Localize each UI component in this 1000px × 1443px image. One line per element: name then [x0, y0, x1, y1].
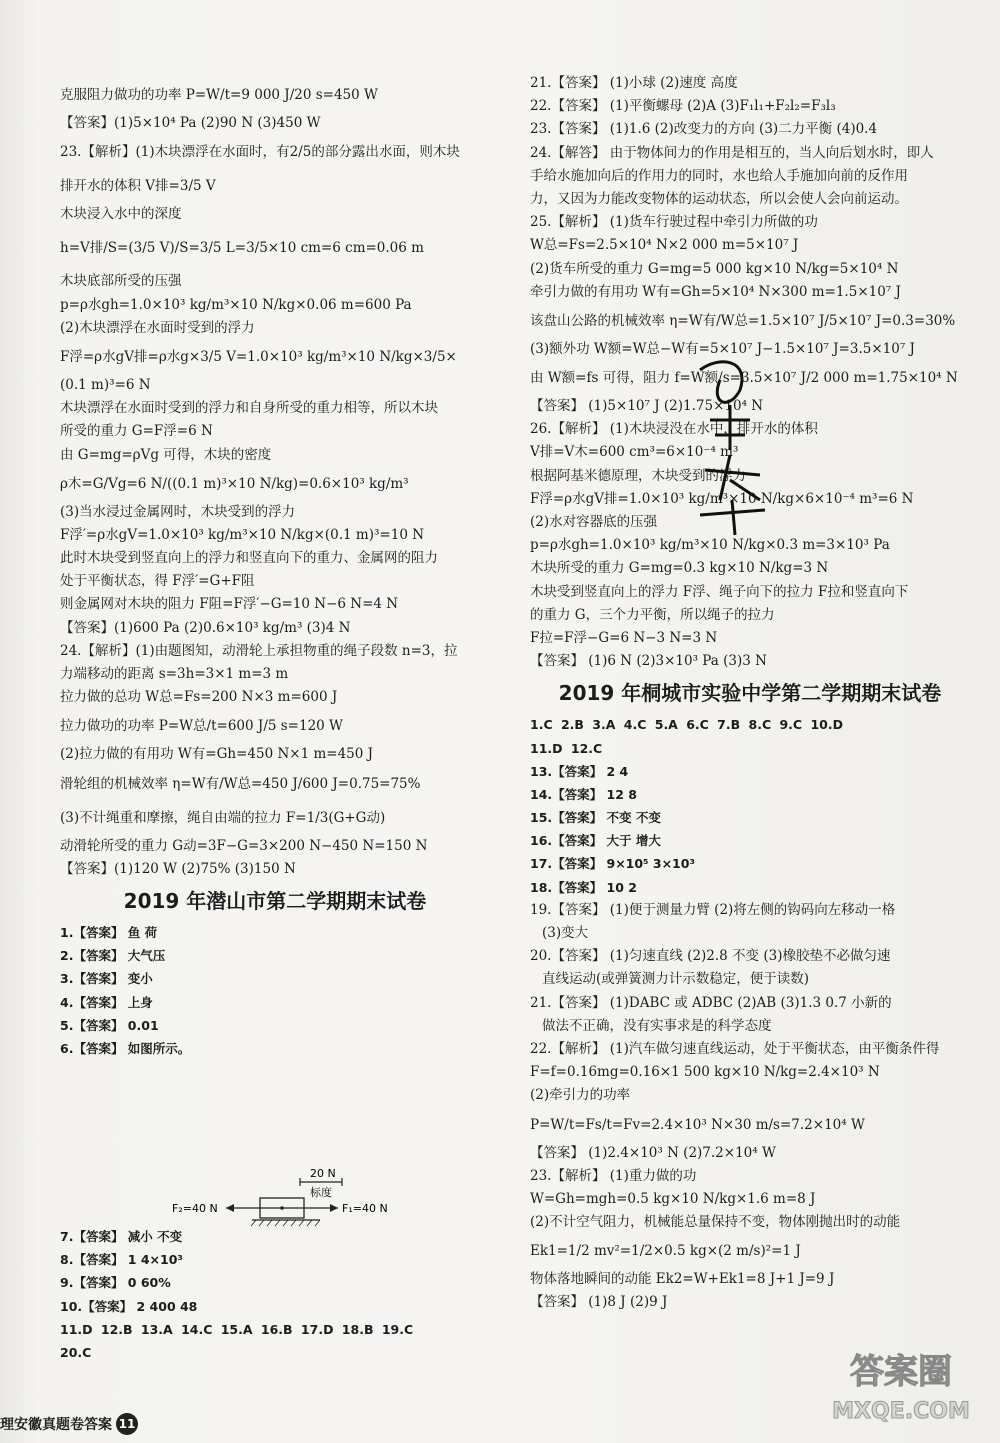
text-line: (2)不计空气阻力，机械能总量保持不变，物体刚抛出时的动能 — [530, 1214, 901, 1231]
analysis-line: 23.【解析】(1)木块漂浮在水面时，有2/5的部分露出水面，则木块 — [60, 144, 460, 161]
diagram-scale-label: 标度 — [310, 1186, 332, 1199]
answer-item: 1.【答案】 鱼 荷 — [60, 924, 158, 940]
formula-line: ρ木=G/Vg=6 N/((0.1 m)³×10 N/kg)=0.6×10³ kg/m³ — [60, 475, 409, 492]
text-line: 排开水的体积 V排=3/5 V — [60, 178, 216, 195]
formula-line: V排=V木=600 cm³=6×10⁻⁴ m³ — [530, 444, 739, 461]
answer-item: 15.【答案】 不变 不变 — [530, 810, 661, 826]
text-line: (3)当水浸过金属网时，木块受到的浮力 — [60, 503, 296, 520]
formula-line: (0.1 m)³=6 N — [60, 376, 151, 393]
answer-item: 3.【答案】 变小 — [60, 971, 153, 987]
page-footer — [0, 1411, 138, 1437]
answer-item: 14.【答案】 12 8 — [530, 786, 637, 802]
multiple-choice-answers: 11.D 12.C — [530, 740, 603, 756]
section-title-qianshan: 2019 年潜山市第二学期期末试卷 — [123, 888, 427, 913]
text-line: (2)牵引力的功率 — [530, 1087, 631, 1104]
text-line: 力端移动的距离 s=3h=3×1 m=3 m — [60, 666, 289, 682]
answer-line: 【答案】 (1)6 N (2)3×10³ Pa (3)3 N — [530, 653, 767, 670]
formula-line: (2)货车所受的重力 G=mg=5 000 kg×10 N/kg=5×10⁴ N — [530, 260, 899, 277]
answer-line: 【答案】 (1)8 J (2)9 J — [530, 1294, 668, 1311]
formula-line: W=Gh=mgh=0.5 kg×10 N/kg×1.6 m=8 J — [530, 1190, 816, 1207]
analysis-line: 26.【解析】 (1)木块浸没在水中，排开水的体积 — [530, 421, 818, 438]
watermark-url: MXQE.COM — [832, 1399, 970, 1424]
answer-line: 【答案】 (1)5×10⁷ J (2)1.75×10⁴ N — [530, 398, 764, 415]
formula-line: 拉力做功的功率 P=W总/t=600 J/5 s=120 W — [60, 718, 343, 735]
formula-line: F浮′=ρ水gV=1.0×10³ kg/m³×10 N/kg×(0.1 m)³=10 N — [60, 526, 425, 543]
left-force-label: F₂=40 N — [172, 1202, 218, 1215]
formula-line: 由 W额=fs 可得，阻力 f=W额/s=3.5×10⁷ J/2 000 m=1.75×10⁴ N — [530, 370, 958, 387]
right-column — [530, 72, 970, 1315]
formula-line: Ek1=1/2 mv²=1/2×0.5 kg×(2 m/s)²=1 J — [530, 1243, 801, 1260]
analysis-line: 23.【解析】 (1)重力做的功 — [530, 1167, 697, 1184]
formula-line: P=W/t=Fs/t=Fv=2.4×10³ N×30 m/s=7.2×10⁴ W — [530, 1116, 865, 1133]
analysis-line: 22.【解析】 (1)汽车做匀速直线运动，处于平衡状态，由平衡条件得 — [530, 1040, 940, 1057]
formula-line: 物体落地瞬间的动能 Ek2=W+Ek1=8 J+1 J=9 J — [530, 1271, 835, 1288]
answer-line: 【答案】(1)600 Pa (2)0.6×10³ kg/m³ (3)4 N — [60, 619, 351, 636]
answer-item: 19.【答案】 (1)便于测量力臂 (2)将左侧的钩码向左移动一格 — [530, 901, 896, 918]
answer-item: 9.【答案】 0 60% — [60, 1275, 171, 1291]
formula-line: (3)不计绳重和摩擦，绳自由端的拉力 F=1/3(G+G动) — [60, 809, 386, 826]
formula-line: 滑轮组的机械效率 η=W有/W总=450 J/600 J=0.75=75% — [60, 775, 421, 792]
text-line: 由 G=mg=ρVg 可得，木块的密度 — [60, 446, 272, 463]
formula-line: F拉=F浮−G=6 N−3 N=3 N — [530, 629, 718, 646]
formula-line: p=ρ水gh=1.0×10³ kg/m³×10 N/kg×0.06 m=600 Pa — [60, 296, 412, 313]
answer-item: 5.【答案】 0.01 — [60, 1017, 159, 1033]
footer-text: 理安徽真题卷答案 — [0, 1417, 112, 1433]
formula-line: F浮=ρ水gV排=1.0×10³ kg/m³×10 N/kg×6×10⁻⁴ m³=6 N — [530, 490, 914, 507]
answer-item: 13.【答案】 2 4 — [530, 763, 629, 779]
answer-item: 2.【答案】 大气压 — [60, 948, 166, 964]
handwritten-scribble — [690, 350, 780, 540]
watermark-logo — [816, 1347, 986, 1437]
text-line: 手给水施加向后的作用力的同时，水也给人手施加向前的反作用 — [530, 167, 908, 184]
answer-item: 6.【答案】 如图所示。 — [60, 1040, 191, 1056]
formula-line: 牵引力做的有用功 W有=Gh=5×10⁴ N×300 m=1.5×10⁷ J — [530, 283, 901, 300]
watermark-main: 答案圈 — [850, 1352, 952, 1392]
formula-line: p=ρ水gh=1.0×10³ kg/m³×10 N/kg×0.3 m=3×10³ Pa — [530, 537, 890, 554]
formula-line: (2)拉力做的有用功 W有=Gh=450 N×1 m=450 J — [60, 746, 374, 763]
text-line: (2)水对容器底的压强 — [530, 514, 658, 530]
formula-line: 该盘山公路的机械效率 η=W有/W总=1.5×10⁷ J/5×10⁷ J=0.3=30% — [530, 312, 956, 329]
answer-item: 8.【答案】 1 4×10³ — [60, 1252, 183, 1268]
answer-line: 【答案】 (1)2.4×10³ N (2)7.2×10⁴ W — [530, 1144, 776, 1161]
formula-line: (3)额外功 W额=W总−W有=5×10⁷ J−1.5×10⁷ J=3.5×10⁷ J — [530, 340, 915, 357]
answer-item: 20.【答案】 (1)匀速直线 (2)2.8 不变 (3)橡胶垫不必做匀速 — [530, 948, 891, 965]
diagram-top-label: 20 N — [310, 1167, 336, 1180]
answer-item: 21.【答案】 (1)DABC 或 ADBC (2)AB (3)1.3 0.7 小新的 — [530, 994, 892, 1011]
section-title-tongcheng: 2019 年桐城市实验中学第二学期期末试卷 — [558, 681, 942, 706]
text-line: 木块漂浮在水面时受到的浮力和自身所受的重力相等，所以木块 — [60, 400, 438, 417]
multiple-choice-answers: 1.C 2.B 3.A 4.C 5.A 6.C 7.B 8.C 9.C 10.D — [530, 717, 843, 733]
text-line: 此时木块受到竖直向上的浮力和竖直向下的重力、金属网的阻力 — [60, 550, 438, 567]
text-line: 处于平衡状态，得 F浮′=G+F阻 — [60, 573, 255, 590]
text-line: 直线运动(或弹簧测力计示数稳定，便于读数) — [542, 971, 810, 988]
right-force-label: F₁=40 N — [342, 1202, 388, 1215]
multiple-choice-answers: 20.C — [60, 1344, 92, 1360]
text-line: 的重力 G，三个力平衡，所以绳子的拉力 — [530, 606, 775, 623]
text-line: 则金属网对木块的阻力 F阻=F浮′−G=10 N−6 N=4 N — [60, 596, 399, 613]
page-number: 11 — [116, 1413, 138, 1435]
answer-item: 21.【答案】 (1)小球 (2)速度 高度 — [530, 75, 738, 91]
text-line: 根据阿基米德原理，木块受到的浮力 — [530, 467, 746, 484]
text-line: 木块底部所受的压强 — [60, 273, 182, 290]
answer-item: 4.【答案】 上身 — [60, 994, 153, 1010]
formula-line: 木块所受的重力 G=mg=0.3 kg×10 N/kg=3 N — [530, 560, 829, 577]
multiple-choice-answers: 11.D 12.B 13.A 14.C 15.A 16.B 17.D 18.B 19.C — [60, 1321, 414, 1337]
text-line: (2)木块漂浮在水面时受到的浮力 — [60, 319, 255, 336]
answer-item: 24.【解答】 由于物体间力的作用是相互的，当人向后划水时，即人 — [530, 144, 934, 161]
text-line: 力，又因为力能改变物体的运动状态，所以会使人会向前运动。 — [530, 190, 908, 207]
left-column-bottom — [60, 1225, 490, 1364]
answer-item: 23.【答案】 (1)1.6 (2)改变力的方向 (3)二力平衡 (4)0.4 — [530, 121, 878, 138]
answer-line: 【答案】(1)120 W (2)75% (3)150 N — [60, 860, 296, 877]
analysis-line: 25.【解析】 (1)货车行驶过程中牵引力所做的功 — [530, 214, 818, 231]
answer-item: 18.【答案】 10 2 — [530, 879, 637, 895]
formula-line: F浮=ρ水gV排=ρ水g×3/5 V=1.0×10³ kg/m³×10 N/kg×3/5× — [60, 348, 457, 365]
formula-line: F=f=0.16mg=0.16×1 500 kg×10 N/kg=2.4×10³ N — [530, 1064, 880, 1081]
formula-line: h=V排/S=(3/5 V)/S=3/5 L=3/5×10 cm=6 cm=0.06 m — [60, 240, 424, 257]
text-line: 克服阻力做功的功率 P=W/t=9 000 J/20 s=450 W — [60, 87, 378, 103]
text-line: 木块受到竖直向上的浮力 F浮、绳子向下的拉力 F拉和竖直向下 — [530, 583, 909, 600]
formula-line: 动滑轮所受的重力 G动=3F−G=3×200 N−450 N=150 N — [60, 837, 428, 854]
text-line: 木块浸入水中的深度 — [60, 206, 182, 223]
formula-line: 拉力做的总功 W总=Fs=200 N×3 m=600 J — [60, 689, 338, 706]
answer-item: 22.【答案】 (1)平衡螺母 (2)A (3)F₁l₁+F₂l₂=F₃l₃ — [530, 98, 836, 115]
answer-item: 7.【答案】 减小 不变 — [60, 1229, 183, 1244]
answer-item: 16.【答案】 大于 增大 — [530, 833, 661, 849]
formula-line: W总=Fs=2.5×10⁴ N×2 000 m=5×10⁷ J — [530, 237, 799, 254]
analysis-line: 24.【解析】(1)由题图知，动滑轮上承担物重的绳子段数 n=3，拉 — [60, 642, 458, 659]
answer-line: 【答案】(1)5×10⁴ Pa (2)90 N (3)450 W — [60, 115, 321, 131]
answer-item: 17.【答案】 9×10⁵ 3×10³ — [530, 856, 695, 872]
text-line: (3)变大 — [542, 925, 589, 941]
text-line: 做法不正确，没有实事求是的科学态度 — [542, 1017, 772, 1034]
answer-item: 10.【答案】 2 400 48 — [60, 1298, 198, 1314]
text-line: 所受的重力 G=F浮=6 N — [60, 423, 213, 440]
left-column — [60, 78, 490, 1060]
